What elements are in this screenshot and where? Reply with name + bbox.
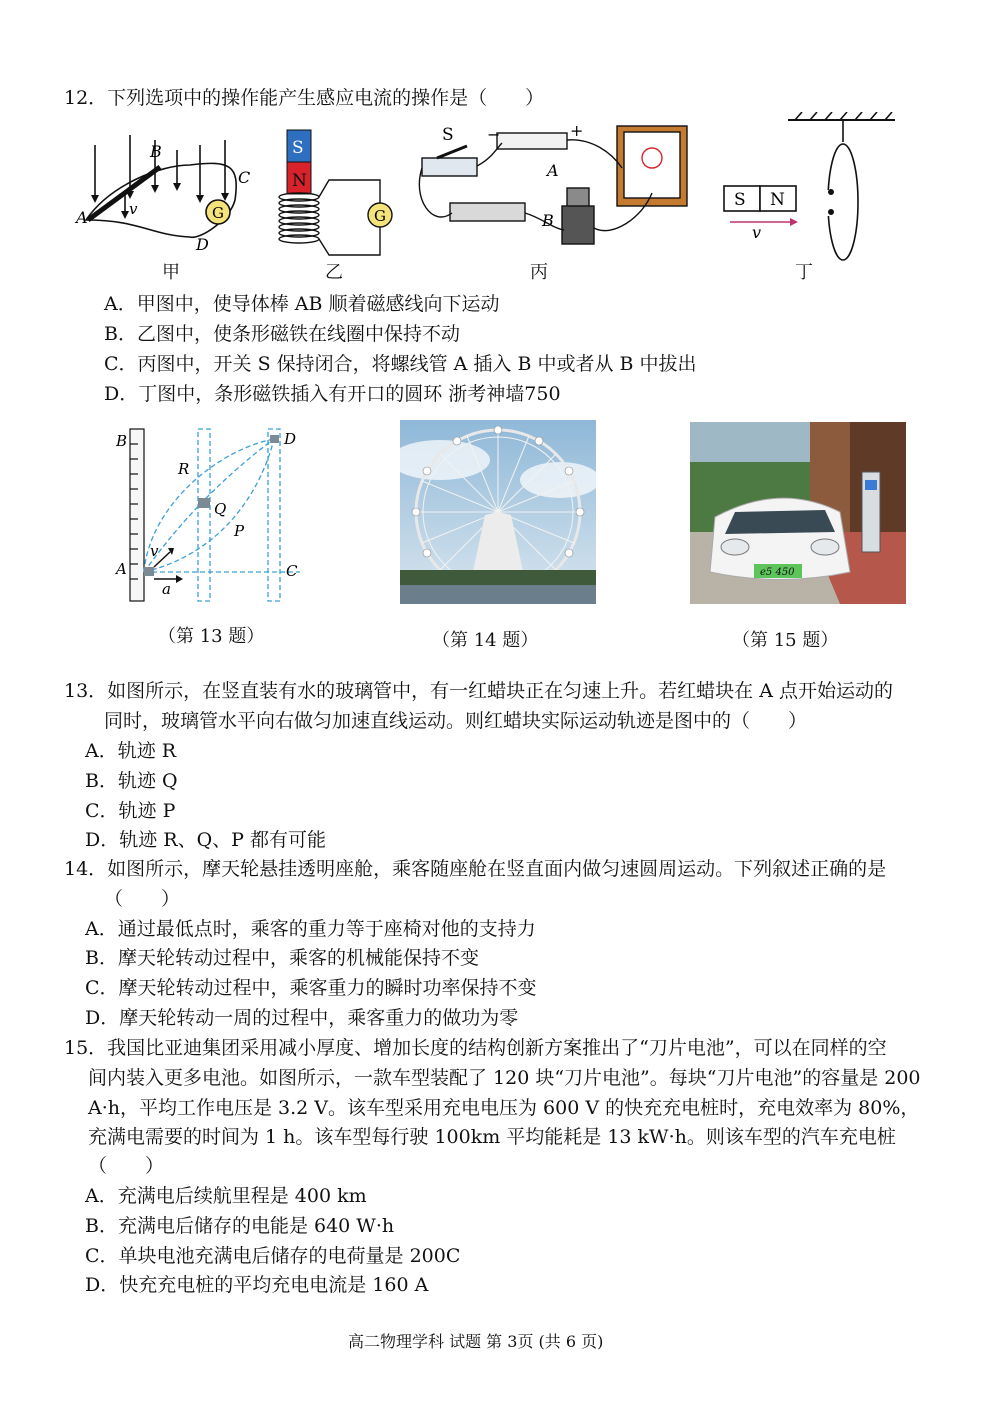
q13-label-v: v bbox=[150, 542, 159, 560]
jia-label-v: v bbox=[129, 200, 138, 218]
ding-label-N: N bbox=[770, 190, 785, 210]
jia-label-A: A bbox=[76, 208, 88, 227]
q13-option-c: C．轨迹 P bbox=[85, 800, 176, 822]
fig-label-ding: 丁 bbox=[795, 262, 813, 283]
q13-label-C: C bbox=[286, 562, 298, 580]
q12-option-a: A．甲图中，使导体棒 AB 顺着磁感线向下运动 bbox=[104, 293, 500, 315]
q13-label-A: A bbox=[116, 560, 127, 578]
ding-label-S: S bbox=[734, 190, 746, 210]
q15-option-c: C．单块电池充满电后储存的电荷量是 200C bbox=[85, 1245, 461, 1267]
q12-stem: 12．下列选项中的操作能产生感应电流的操作是（ ） bbox=[64, 87, 545, 109]
yi-label-G: G bbox=[374, 207, 386, 225]
plate-text: e5 450 bbox=[760, 567, 795, 578]
caption-q13: （第 13 题） bbox=[158, 626, 265, 647]
q13-label-R: R bbox=[178, 460, 190, 478]
q13-stem-line2: 同时，玻璃管水平向右做匀加速直线运动。则红蜡块实际运动轨迹是图中的（ ） bbox=[104, 710, 808, 732]
q15-option-b: B．充满电后储存的电能是 640 W·h bbox=[85, 1215, 395, 1237]
bing-label-plus: + bbox=[570, 121, 584, 140]
yi-label-N: N bbox=[292, 171, 307, 191]
bing-label-minus: − bbox=[487, 125, 501, 144]
q14-option-b: B．摩天轮转动过程中，乘客的机械能保持不变 bbox=[85, 947, 479, 969]
q13-label-B: B bbox=[116, 432, 128, 450]
bing-label-A: A bbox=[547, 161, 559, 180]
q14-stem-line1: 14．如图所示，摩天轮悬挂透明座舱，乘客随座舱在竖直面内做匀速圆周运动。下列叙述正确的是 bbox=[64, 858, 887, 880]
q15-stem-line4: 充满电需要的时间为 1 h。该车型每行驶 100km 平均能耗是 13 kW·h。则该车型的汽车充电桩 bbox=[88, 1126, 896, 1148]
q14-option-c: C．摩天轮转动过程中，乘客重力的瞬时功率保持不变 bbox=[85, 977, 537, 999]
bing-label-B: B bbox=[542, 211, 554, 230]
q13-label-Q: Q bbox=[214, 500, 227, 518]
bing-label-S: S bbox=[442, 125, 454, 145]
q12-option-d: D．丁图中，条形磁铁插入有开口的圆环 浙考神墙750 bbox=[104, 383, 561, 405]
figure-bing bbox=[412, 118, 697, 288]
q15-stem-line3: A·h，平均工作电压是 3.2 V。该车型采用充电电压为 600 V 的快充充电桩时，充电效率为 80%， bbox=[88, 1097, 920, 1119]
q13-label-D: D bbox=[284, 430, 297, 448]
fig-label-bing: 丙 bbox=[530, 262, 548, 283]
fig-label-jia: 甲 bbox=[162, 262, 180, 283]
q13-option-b: B．轨迹 Q bbox=[85, 770, 178, 792]
q14-stem-line2: （ ） bbox=[104, 888, 181, 910]
q13-option-d: D．轨迹 R、Q、P 都有可能 bbox=[85, 829, 326, 851]
jia-label-D: D bbox=[196, 235, 209, 254]
q13-stem-line1: 13．如图所示，在竖直装有水的玻璃管中，有一红蜡块正在匀速上升。若红蜡块在 A 点开始运动的 bbox=[64, 680, 893, 702]
page-footer: 高二物理学科 试题 第 3页 (共 6 页) bbox=[348, 1332, 604, 1351]
figure-q13 bbox=[110, 424, 310, 606]
q15-stem-line1: 15．我国比亚迪集团采用减小厚度、增加长度的结构创新方案推出了“刀片电池”，可以在同样的空 bbox=[64, 1037, 887, 1059]
car-charging-photo bbox=[690, 422, 906, 604]
fig-label-yi: 乙 bbox=[325, 262, 343, 283]
q15-stem-line2: 间内装入更多电池。如图所示，一款车型装配了 120 块“刀片电池”。每块“刀片电池”的容量是 200 bbox=[88, 1067, 921, 1089]
q14-option-a: A．通过最低点时，乘客的重力等于座椅对他的支持力 bbox=[85, 918, 536, 940]
caption-q14: （第 14 题） bbox=[432, 630, 539, 651]
q13-option-a: A．轨迹 R bbox=[85, 740, 177, 762]
jia-label-B: B bbox=[150, 142, 162, 161]
figure-ding bbox=[720, 112, 900, 282]
jia-label-C: C bbox=[238, 168, 251, 187]
q12-option-c: C．丙图中，开关 S 保持闭合，将螺线管 A 插入 B 中或者从 B 中拔出 bbox=[104, 353, 697, 375]
q15-option-a: A．充满电后续航里程是 400 km bbox=[85, 1185, 367, 1207]
q15-option-d: D．快充充电桩的平均充电电流是 160 A bbox=[85, 1274, 429, 1296]
caption-q15: （第 15 题） bbox=[732, 630, 839, 651]
ding-label-v: v bbox=[752, 223, 762, 242]
q12-option-b: B．乙图中，使条形磁铁在线圈中保持不动 bbox=[104, 323, 460, 345]
q13-label-P: P bbox=[234, 522, 245, 540]
q13-label-a: a bbox=[162, 580, 171, 598]
jia-label-G: G bbox=[212, 204, 224, 222]
ferris-wheel-photo bbox=[400, 420, 596, 604]
q14-option-d: D．摩天轮转动一周的过程中，乘客重力的做功为零 bbox=[85, 1007, 519, 1029]
q15-stem-line5: （ ） bbox=[88, 1155, 165, 1177]
yi-label-S: S bbox=[292, 138, 304, 158]
